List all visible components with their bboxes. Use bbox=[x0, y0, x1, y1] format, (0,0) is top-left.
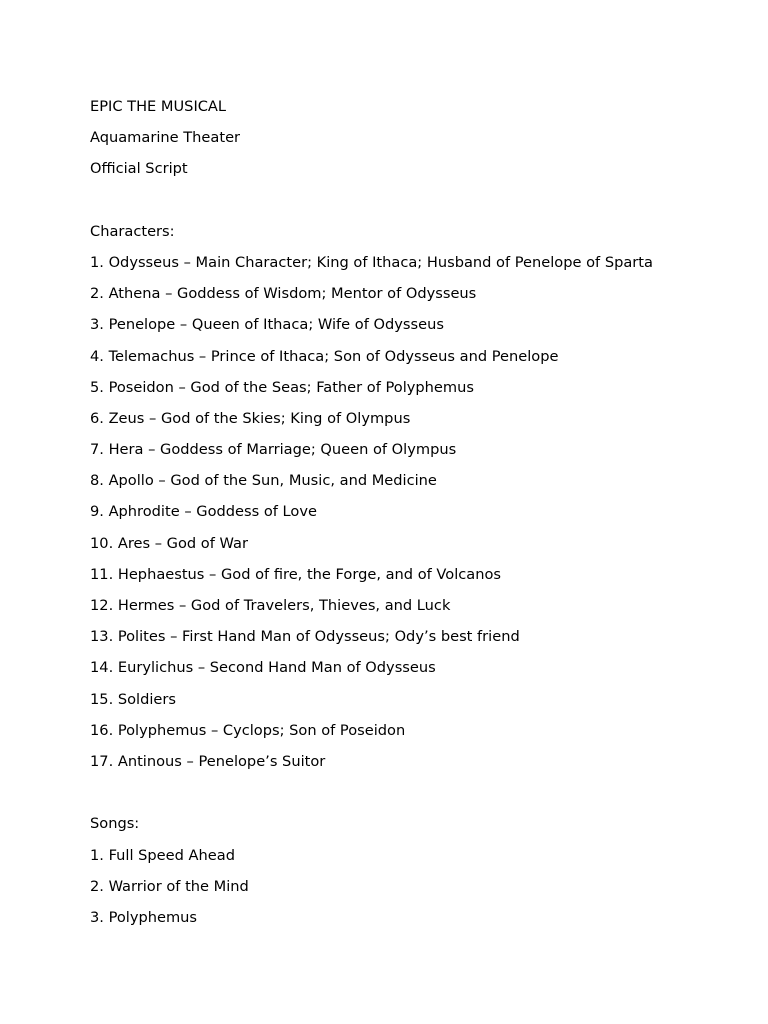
character-item: 14. Eurylichus – Second Hand Man of Odysseus bbox=[90, 659, 436, 677]
document-body bbox=[90, 91, 750, 933]
character-item: 10. Ares – God of War bbox=[90, 534, 248, 552]
character-item: 3. Penelope – Queen of Ithaca; Wife of Odysseus bbox=[90, 316, 444, 334]
theater-name: Aquamarine Theater bbox=[90, 129, 241, 147]
character-item: 8. Apollo – God of the Sun, Music, and Medicine bbox=[90, 472, 437, 490]
songs-list bbox=[90, 840, 750, 934]
document-subtitle: Official Script bbox=[90, 160, 188, 178]
document-title: EPIC THE MUSICAL bbox=[90, 98, 227, 115]
character-item: 6. Zeus – God of the Skies; King of Olympus bbox=[90, 409, 411, 427]
spacer bbox=[90, 185, 750, 216]
character-item: 1. Odysseus – Main Character; King of Ithaca; Husband of Penelope of Sparta bbox=[90, 253, 653, 271]
character-item: 15. Soldiers bbox=[90, 690, 176, 708]
character-item: 17. Antinous – Penelope’s Suitor bbox=[90, 752, 326, 770]
character-item: 4. Telemachus – Prince of Ithaca; Son of Odysseus and Penelope bbox=[90, 347, 559, 365]
character-item: 12. Hermes – God of Travelers, Thieves, and Luck bbox=[90, 597, 451, 614]
character-item: 2. Athena – Goddess of Wisdom; Mentor of Odysseus bbox=[90, 285, 477, 303]
character-item: 13. Polites – First Hand Man of Odysseus; Ody’s best friend bbox=[90, 628, 520, 646]
song-item: 3. Polyphemus bbox=[90, 908, 198, 926]
songs-heading: Songs: bbox=[90, 815, 140, 833]
characters-list bbox=[90, 247, 750, 777]
characters-heading: Characters: bbox=[90, 222, 175, 240]
song-item: 2. Warrior of the Mind bbox=[90, 877, 249, 895]
character-item: 16. Polyphemus – Cyclops; Son of Poseidon bbox=[90, 721, 406, 739]
character-item: 7. Hera – Goddess of Marriage; Queen of Olympus bbox=[90, 441, 457, 459]
character-item: 9. Aphrodite – Goddess of Love bbox=[90, 503, 317, 521]
spacer bbox=[90, 777, 750, 808]
character-item: 11. Hephaestus – God of fire, the Forge, and of Volcanos bbox=[90, 565, 501, 583]
character-item: 5. Poseidon – God of the Seas; Father of Polyphemus bbox=[90, 378, 474, 396]
song-item: 1. Full Speed Ahead bbox=[90, 846, 235, 864]
